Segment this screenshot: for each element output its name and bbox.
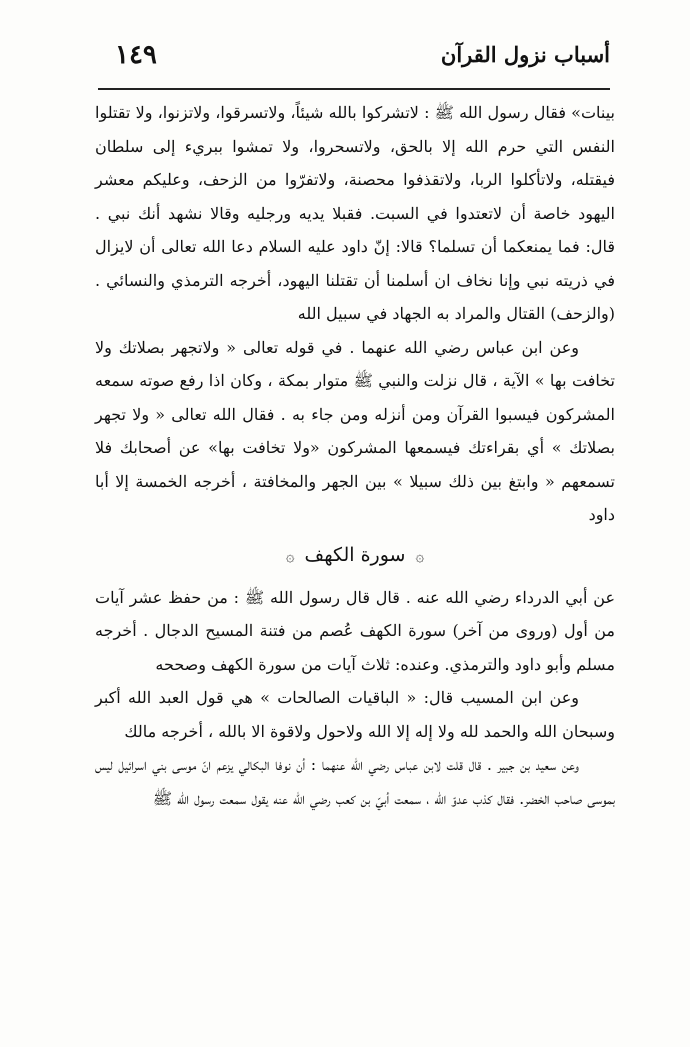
surah-heading-text: سورة الكهف <box>304 543 406 566</box>
paragraph-4: وعن ابن المسيب قال: « الباقيات الصالحات » هي قول العبد الله أكبر وسبحان الله والحمد لله ولا إله إلا الله ولاحول ولاقوة الا بالله ، أخرجه مالك <box>95 688 615 741</box>
paragraph-3: عن أبي الدرداء رضي الله عنه . قال قال رسول الله ﷺ : من حفظ عشر آيات من أول (وروى من آخر) سورة الكهف عُصم من فتنة المسيح الدجال . أخرجه مسلم وأبو داود والترمذي. وعنده: ثلاث آيات من سورة الكهف وصححه <box>95 587 616 674</box>
running-title: أسباب نزول القرآن <box>440 42 610 67</box>
surah-heading <box>95 538 615 573</box>
page-header <box>95 40 610 86</box>
paragraph-5: وعن سعيد بن جبير . قال قلت لابن عباس رضي الله عنهما : أن نوفا البكالي يزعم انّ موسى بني اسرائيل ليس بموسى صاحب الخضر. فقال كذب عدوّ الله ، سمعت أبيّ بن كعب رضي الله عنه يقول سمعت رسول الله ﷺ <box>95 755 615 808</box>
page-number: ١٤٩ <box>115 40 157 70</box>
paragraph-2: وعن ابن عباس رضي الله عنهما . في قوله تعالى « ولاتجهر بصلاتك ولا تخافت بها » الآية ، قال نزلت والنبي ﷺ متوار بمكة ، وكان اذا رفع صوته سمعه المشركون فيسبوا القرآن ومن أنزله ومن جاء به . فقال الله تعالى « ولا تجهر بصلاتك » أي بقراءتك فيسمعها المشركون «ولا تخافت بها» عن أصحابك فلا تسمعهم « وابتغ بين ذلك سبيلا » بين الجهر والمخافتة ، أخرجه الخمسة إلا أبا داود <box>95 337 616 524</box>
header-rule <box>98 88 610 90</box>
page-body <box>95 96 615 815</box>
paragraph-1: بينات» فقال رسول الله ﷺ : لاتشركوا بالله شيئاً، ولاتسرقوا، ولاتزنوا، ولا تقتلوا النفس التي حرم الله إلا بالحق، ولاتسحروا، ولا تمشوا ببريء إلى سلطان فيقتله، ولاتأكلوا الربا، ولاتقذفوا محصنة، ولاتفرّوا من الزحف، وعليكم معشر اليهود خاصة أن لاتعتدوا في السبت. فقبلا يديه ورجليه وقالا نشهد أنك نبي . قال: فما يمنعكما أن تسلما؟ قالا: إنّ داود عليه السلام دعا الله تعالى أن لايزال في ذريته نبي وإنا نخاف ان أسلمنا أن تقتلنا اليهود، أخرجه الترمذي والنسائي . (والزحف) القتال والمراد به الجهاد في سبيل الله <box>95 103 616 323</box>
ornament-right-icon: ۞ <box>415 546 425 565</box>
ornament-left-icon: ۞ <box>285 546 295 565</box>
